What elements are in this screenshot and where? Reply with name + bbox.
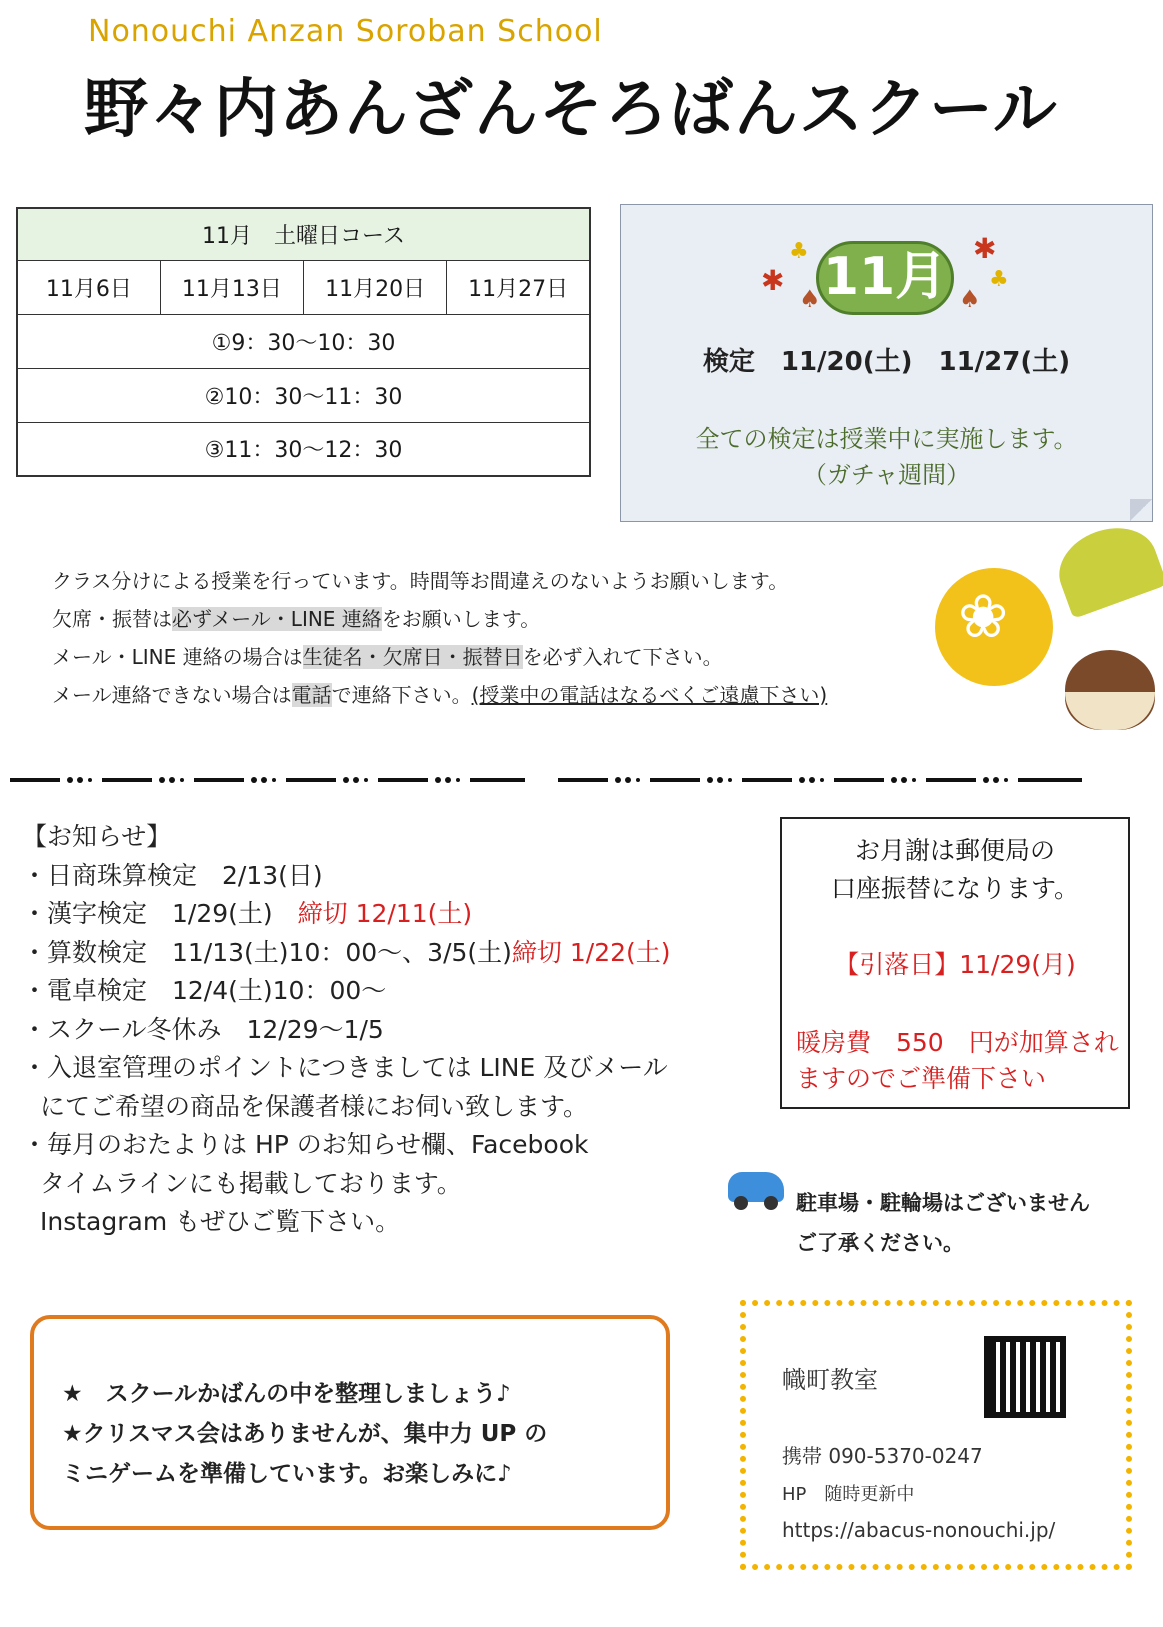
decorative-divider	[10, 774, 1090, 786]
announcement-item-cont: にてご希望の商品を保護者様にお伺い致します。	[40, 1091, 589, 1121]
instruction-line: メール連絡できない場合は電話で連絡下さい。(授業中の電話はなるべくご遠慮下さい)	[52, 683, 828, 707]
schedule-date: 11月20日	[304, 260, 447, 314]
scroll-line: ★ スクールかばんの中を整理しましょう♪	[62, 1381, 511, 1407]
heating-fee: 暖房費 550 円が加算され	[796, 1028, 1119, 1057]
ginkgo-leaf-icon	[1048, 515, 1163, 619]
scroll-line: ★クリスマス会はありませんが、集中力 UP の	[62, 1421, 548, 1447]
phone-number: 携帯 090-5370-0247	[782, 1444, 983, 1468]
instructions	[52, 562, 827, 714]
month-badge: 11月	[816, 241, 954, 315]
website-link[interactable]: https://abacus-nonouchi.jp/	[782, 1518, 1056, 1542]
school-name-jp: 野々内あんざんそろばんスクール	[84, 73, 1058, 147]
payment-line: 口座振替になります。	[830, 874, 1079, 903]
schedule-slot: ①9：30～10：30	[17, 314, 590, 368]
qr-code-icon[interactable]	[984, 1336, 1066, 1418]
exam-note-sub: （ガチャ週間）	[802, 461, 971, 489]
classroom-name: 幟町教室	[782, 1366, 878, 1394]
announcements-heading: 【お知らせ】	[22, 822, 172, 851]
scroll-notice	[62, 1374, 547, 1494]
chestnut-base	[1065, 692, 1155, 730]
payment-line: お月謝は郵便局の	[854, 836, 1055, 865]
contact-card	[740, 1300, 1132, 1570]
maple-leaf-icon: ✱	[761, 264, 785, 297]
instruction-line: クラス分けによる授業を行っています。時間等お間違えのないようお願いします。	[52, 569, 789, 593]
page-curl	[1130, 499, 1152, 521]
announcement-item-cont: Instagram もぜひご覧下さい。	[40, 1207, 401, 1236]
announcement-item: ・スクール冬休み 12/29～1/5	[22, 1014, 384, 1044]
payment-box	[780, 817, 1130, 1109]
schedule-slot: ③11：30～12：30	[17, 422, 590, 476]
ginkgo-leaf-icon: ♣	[789, 239, 809, 264]
schedule-date: 11月13日	[160, 260, 303, 314]
parking-notice: 駐車場・駐輪場はございません ご了承ください。	[796, 1191, 1090, 1255]
exam-dates: 検定 11/20(土) 11/27(土)	[702, 347, 1071, 377]
school-name-en: Nonouchi Anzan Soroban School	[88, 14, 603, 49]
announcement-item: ・漢字検定 1/29(土) 締切 12/11(土)	[22, 899, 473, 928]
car-icon	[728, 1172, 784, 1202]
announcement-item-cont: タイムラインにも掲載しております。	[40, 1168, 462, 1198]
heating-fee: ますのでご準備下さい	[796, 1064, 1047, 1093]
schedule-date: 11月6日	[17, 260, 160, 314]
instruction-line: メール・LINE 連絡の場合は生徒名・欠席日・振替日を必ず入れて下さい。	[52, 645, 723, 669]
announcement-item: ・算数検定 11/13(土)10：00～、3/5(土)締切 1/22(土)	[22, 937, 671, 967]
announcement-item: ・電卓検定 12/4(土)10：00～	[22, 976, 387, 1005]
schedule-heading: 11月 土曜日コース	[17, 208, 590, 260]
schedule-table	[16, 207, 591, 477]
hp-note: HP 随時更新中	[782, 1484, 915, 1505]
ginkgo-leaf-icon: ♣	[989, 267, 1009, 292]
announcements	[22, 818, 671, 1242]
exam-note: 全ての検定は授業中に実施します。	[695, 425, 1078, 453]
rabbit-icon: ❀	[958, 582, 1009, 652]
schedule-date: 11月27日	[447, 260, 590, 314]
schedule-slot: ②10：30～11：30	[17, 368, 590, 422]
debit-date: 【引落日】11/29(月)	[834, 950, 1076, 979]
announcement-item: ・入退室管理のポイントにつきましては LINE 及びメール	[22, 1053, 668, 1082]
mushroom-icon: ♠	[799, 285, 821, 313]
announcement-item: ・毎月のおたよりは HP のお知らせ欄、Facebook	[22, 1130, 589, 1159]
instruction-line: 欠席・振替は必ずメール・LINE 連絡をお願いします。	[52, 607, 541, 631]
exam-note-card	[620, 204, 1153, 522]
maple-leaf-icon: ✱	[973, 232, 997, 265]
mushroom-icon: ♠	[959, 285, 981, 313]
scroll-line: ミニゲームを準備しています。お楽しみに♪	[62, 1461, 512, 1487]
announcement-item: ・日商珠算検定 2/13(日)	[22, 860, 323, 890]
